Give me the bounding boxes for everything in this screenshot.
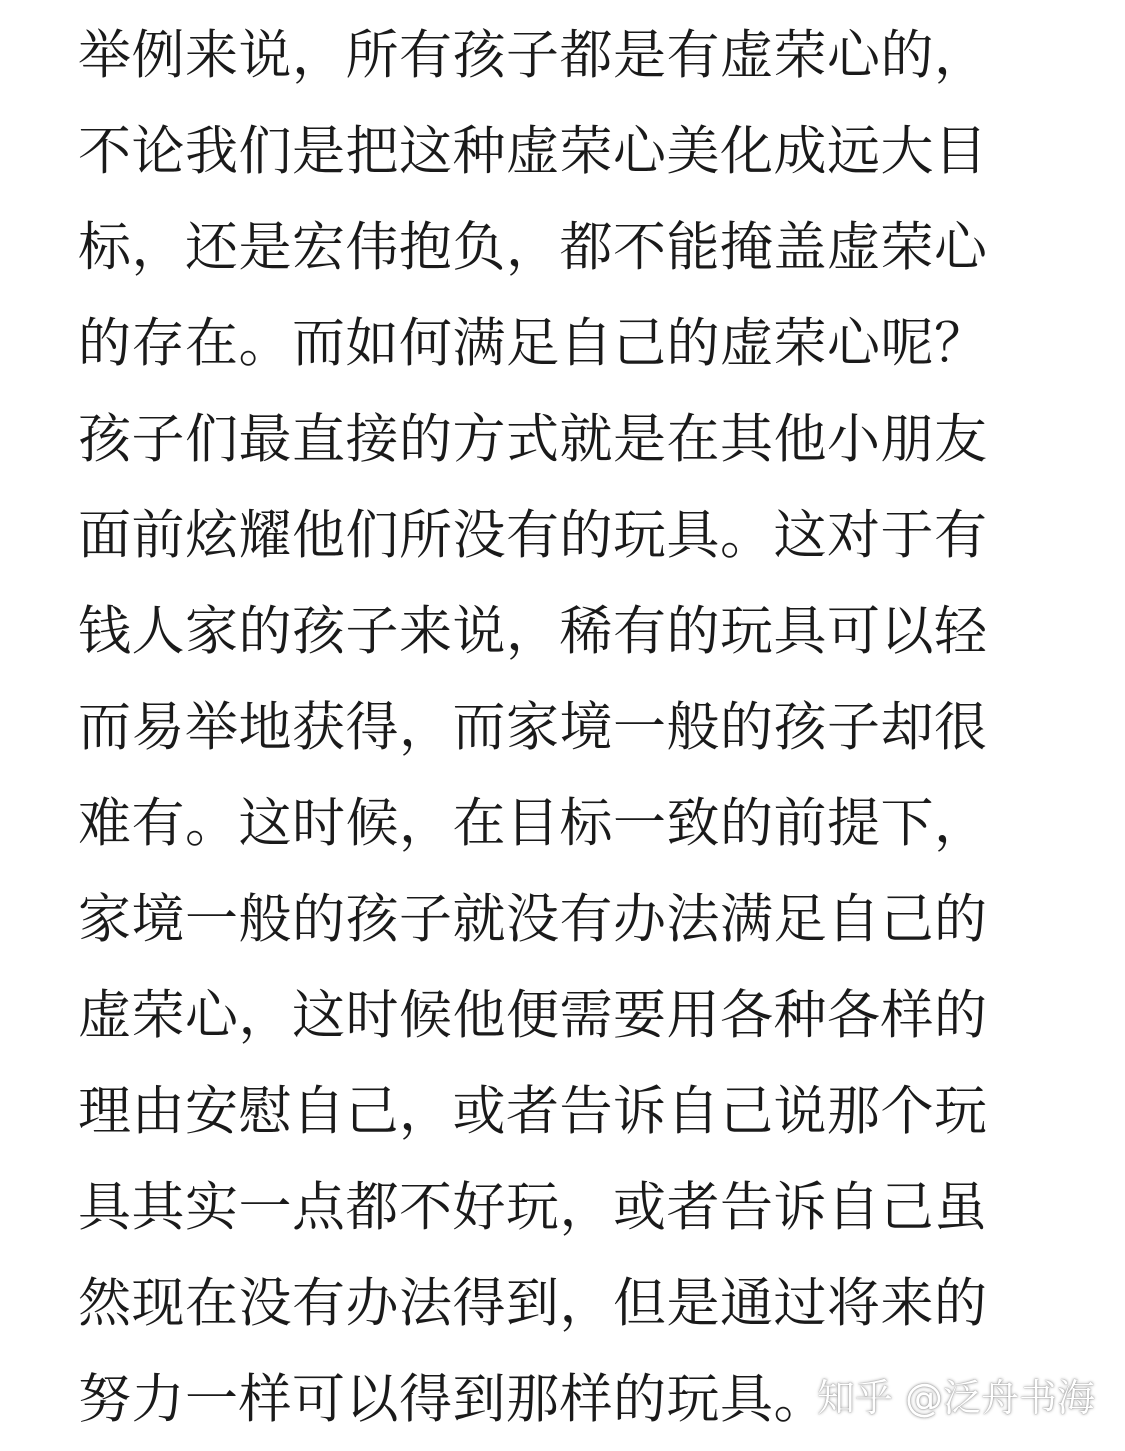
text-line: 然现在没有办法得到，但是通过将来的 bbox=[78, 1273, 988, 1334]
text-line: 理由安慰自己，或者告诉自己说那个玩 bbox=[78, 1081, 988, 1142]
text-line: 举例来说，所有孩子都是有虚荣心的， bbox=[78, 25, 988, 86]
text-line: 努力一样可以得到那样的玩具。 bbox=[78, 1369, 827, 1430]
article-text bbox=[78, 8, 1058, 1448]
text-line: 难有。这时候，在目标一致的前提下， bbox=[78, 793, 988, 854]
text-line: 的存在。而如何满足自己的虚荣心呢？ bbox=[78, 313, 988, 374]
zhihu-watermark: 知乎 @泛舟书海 bbox=[816, 1376, 1095, 1420]
text-line: 具其实一点都不好玩，或者告诉自己虽 bbox=[78, 1177, 988, 1238]
text-line: 不论我们是把这种虚荣心美化成远大目 bbox=[78, 121, 988, 182]
text-line: 孩子们最直接的方式就是在其他小朋友 bbox=[78, 409, 988, 470]
text-line: 家境一般的孩子就没有办法满足自己的 bbox=[78, 889, 988, 950]
text-line: 标，还是宏伟抱负，都不能掩盖虚荣心 bbox=[78, 217, 988, 278]
text-line: 而易举地获得，而家境一般的孩子却很 bbox=[78, 697, 988, 758]
text-line: 钱人家的孩子来说，稀有的玩具可以轻 bbox=[78, 601, 988, 662]
text-line: 虚荣心，这时候他便需要用各种各样的 bbox=[78, 985, 988, 1046]
text-line: 面前炫耀他们所没有的玩具。这对于有 bbox=[78, 505, 988, 566]
